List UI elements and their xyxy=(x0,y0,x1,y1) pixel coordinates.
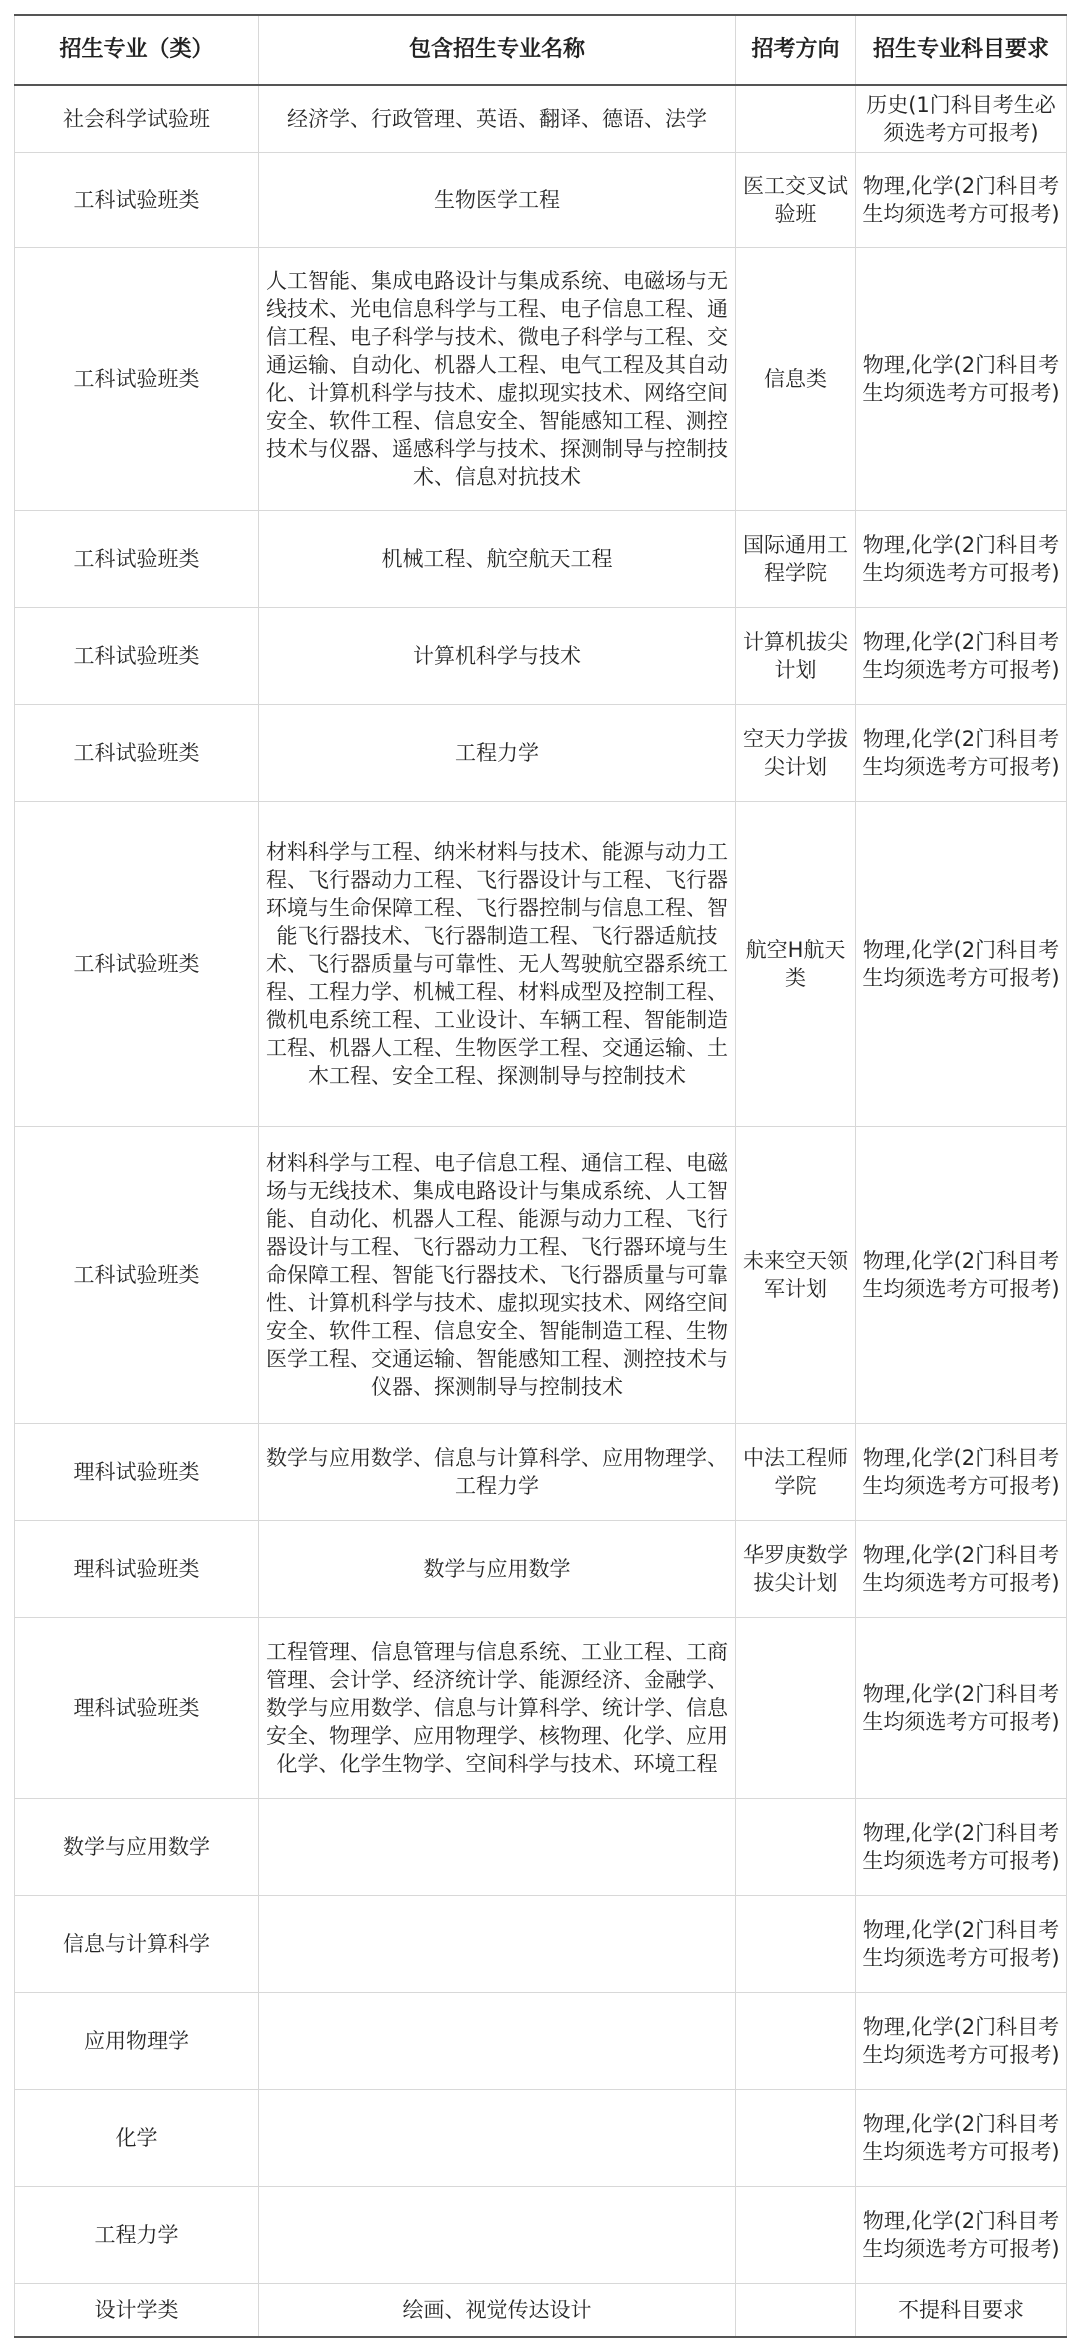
cell-category: 工科试验班类 xyxy=(15,802,259,1127)
cell-direction xyxy=(736,1799,856,1896)
cell-requirement: 物理,化学(2门科目考生均须选考方可报考) xyxy=(856,248,1067,511)
cell-requirement: 物理,化学(2门科目考生均须选考方可报考) xyxy=(856,153,1067,248)
cell-direction: 华罗庚数学拔尖计划 xyxy=(736,1521,856,1618)
cell-majors: 数学与应用数学 xyxy=(259,1521,736,1618)
cell-requirement: 物理,化学(2门科目考生均须选考方可报考) xyxy=(856,802,1067,1127)
cell-direction: 国际通用工程学院 xyxy=(736,511,856,608)
table-header xyxy=(15,15,1067,85)
cell-requirement: 物理,化学(2门科目考生均须选考方可报考) xyxy=(856,1896,1067,1993)
cell-majors: 数学与应用数学、信息与计算科学、应用物理学、工程力学 xyxy=(259,1424,736,1521)
cell-majors xyxy=(259,1896,736,1993)
cell-majors: 材料科学与工程、电子信息工程、通信工程、电磁场与无线技术、集成电路设计与集成系统、人工智能、自动化、机器人工程、能源与动力工程、飞行器设计与工程、飞行器动力工程、飞行器环境与生命保障工程、智能飞行器技术、飞行器质量与可靠性、计算机科学与技术、虚拟现实技术、网络空间安全、软件工程、信息安全、智能制造工程、生物医学工程、交通运输、智能感知工程、测控技术与仪器、探测制导与控制技术 xyxy=(259,1127,736,1424)
header-requirement: 招生专业科目要求 xyxy=(856,15,1067,85)
cell-category: 数学与应用数学 xyxy=(15,1799,259,1896)
cell-direction xyxy=(736,1993,856,2090)
cell-requirement: 物理,化学(2门科目考生均须选考方可报考) xyxy=(856,608,1067,705)
cell-majors: 机械工程、航空航天工程 xyxy=(259,511,736,608)
table-row xyxy=(15,2187,1067,2284)
cell-category: 社会科学试验班 xyxy=(15,85,259,153)
cell-category: 工科试验班类 xyxy=(15,1127,259,1424)
cell-direction xyxy=(736,1618,856,1799)
cell-category: 理科试验班类 xyxy=(15,1521,259,1618)
cell-category: 理科试验班类 xyxy=(15,1424,259,1521)
cell-direction xyxy=(736,1896,856,1993)
cell-direction: 信息类 xyxy=(736,248,856,511)
cell-majors xyxy=(259,2090,736,2187)
cell-category: 化学 xyxy=(15,2090,259,2187)
cell-direction xyxy=(736,2090,856,2187)
cell-requirement: 物理,化学(2门科目考生均须选考方可报考) xyxy=(856,705,1067,802)
cell-majors xyxy=(259,2187,736,2284)
table-row xyxy=(15,1993,1067,2090)
cell-direction: 空天力学拔尖计划 xyxy=(736,705,856,802)
cell-requirement: 物理,化学(2门科目考生均须选考方可报考) xyxy=(856,2090,1067,2187)
table-row xyxy=(15,2090,1067,2187)
cell-category: 工科试验班类 xyxy=(15,511,259,608)
cell-category: 工科试验班类 xyxy=(15,608,259,705)
cell-majors: 生物医学工程 xyxy=(259,153,736,248)
table-row xyxy=(15,85,1067,153)
header-direction: 招考方向 xyxy=(736,15,856,85)
cell-requirement: 物理,化学(2门科目考生均须选考方可报考) xyxy=(856,1993,1067,2090)
cell-category: 应用物理学 xyxy=(15,1993,259,2090)
table-row xyxy=(15,705,1067,802)
table-body xyxy=(15,85,1067,2337)
table-row xyxy=(15,608,1067,705)
header-majors: 包含招生专业名称 xyxy=(259,15,736,85)
cell-category: 工科试验班类 xyxy=(15,153,259,248)
cell-category: 理科试验班类 xyxy=(15,1618,259,1799)
cell-majors: 绘画、视觉传达设计 xyxy=(259,2284,736,2338)
cell-requirement: 物理,化学(2门科目考生均须选考方可报考) xyxy=(856,1424,1067,1521)
cell-majors: 工程力学 xyxy=(259,705,736,802)
cell-direction: 计算机拔尖计划 xyxy=(736,608,856,705)
cell-majors xyxy=(259,1799,736,1896)
cell-direction: 航空H航天类 xyxy=(736,802,856,1127)
cell-majors: 计算机科学与技术 xyxy=(259,608,736,705)
cell-requirement: 物理,化学(2门科目考生均须选考方可报考) xyxy=(856,1521,1067,1618)
cell-requirement: 物理,化学(2门科目考生均须选考方可报考) xyxy=(856,2187,1067,2284)
table-row xyxy=(15,1799,1067,1896)
cell-majors xyxy=(259,1993,736,2090)
table-row xyxy=(15,1618,1067,1799)
table-row xyxy=(15,511,1067,608)
cell-direction xyxy=(736,85,856,153)
table-row xyxy=(15,1521,1067,1618)
cell-requirement: 历史(1门科目考生必须选考方可报考) xyxy=(856,85,1067,153)
table-row xyxy=(15,1896,1067,1993)
header-category: 招生专业（类） xyxy=(15,15,259,85)
cell-direction: 未来空天领军计划 xyxy=(736,1127,856,1424)
cell-requirement: 物理,化学(2门科目考生均须选考方可报考) xyxy=(856,511,1067,608)
cell-requirement: 不提科目要求 xyxy=(856,2284,1067,2338)
cell-category: 工科试验班类 xyxy=(15,248,259,511)
table-row xyxy=(15,1424,1067,1521)
cell-majors: 材料科学与工程、纳米材料与技术、能源与动力工程、飞行器动力工程、飞行器设计与工程、飞行器环境与生命保障工程、飞行器控制与信息工程、智能飞行器技术、飞行器制造工程、飞行器适航技术、飞行器质量与可靠性、无人驾驶航空器系统工程、工程力学、机械工程、材料成型及控制工程、微机电系统工程、工业设计、车辆工程、智能制造工程、机器人工程、生物医学工程、交通运输、土木工程、安全工程、探测制导与控制技术 xyxy=(259,802,736,1127)
cell-requirement: 物理,化学(2门科目考生均须选考方可报考) xyxy=(856,1799,1067,1896)
cell-category: 设计学类 xyxy=(15,2284,259,2338)
cell-direction xyxy=(736,2187,856,2284)
table-row xyxy=(15,1127,1067,1424)
cell-majors: 工程管理、信息管理与信息系统、工业工程、工商管理、会计学、经济统计学、能源经济、金融学、数学与应用数学、信息与计算科学、统计学、信息安全、物理学、应用物理学、核物理、化学、应用化学、化学生物学、空间科学与技术、环境工程 xyxy=(259,1618,736,1799)
cell-direction: 中法工程师学院 xyxy=(736,1424,856,1521)
table-row xyxy=(15,153,1067,248)
cell-category: 信息与计算科学 xyxy=(15,1896,259,1993)
cell-requirement: 物理,化学(2门科目考生均须选考方可报考) xyxy=(856,1127,1067,1424)
cell-category: 工程力学 xyxy=(15,2187,259,2284)
cell-category: 工科试验班类 xyxy=(15,705,259,802)
table-row xyxy=(15,802,1067,1127)
table-row xyxy=(15,248,1067,511)
cell-majors: 人工智能、集成电路设计与集成系统、电磁场与无线技术、光电信息科学与工程、电子信息工程、通信工程、电子科学与技术、微电子科学与工程、交通运输、自动化、机器人工程、电气工程及其自动化、计算机科学与技术、虚拟现实技术、网络空间安全、软件工程、信息安全、智能感知工程、测控技术与仪器、遥感科学与技术、探测制导与控制技术、信息对抗技术 xyxy=(259,248,736,511)
admission-table xyxy=(14,14,1067,2338)
header-row xyxy=(15,15,1067,85)
cell-majors: 经济学、行政管理、英语、翻译、德语、法学 xyxy=(259,85,736,153)
cell-direction: 医工交叉试验班 xyxy=(736,153,856,248)
cell-requirement: 物理,化学(2门科目考生均须选考方可报考) xyxy=(856,1618,1067,1799)
